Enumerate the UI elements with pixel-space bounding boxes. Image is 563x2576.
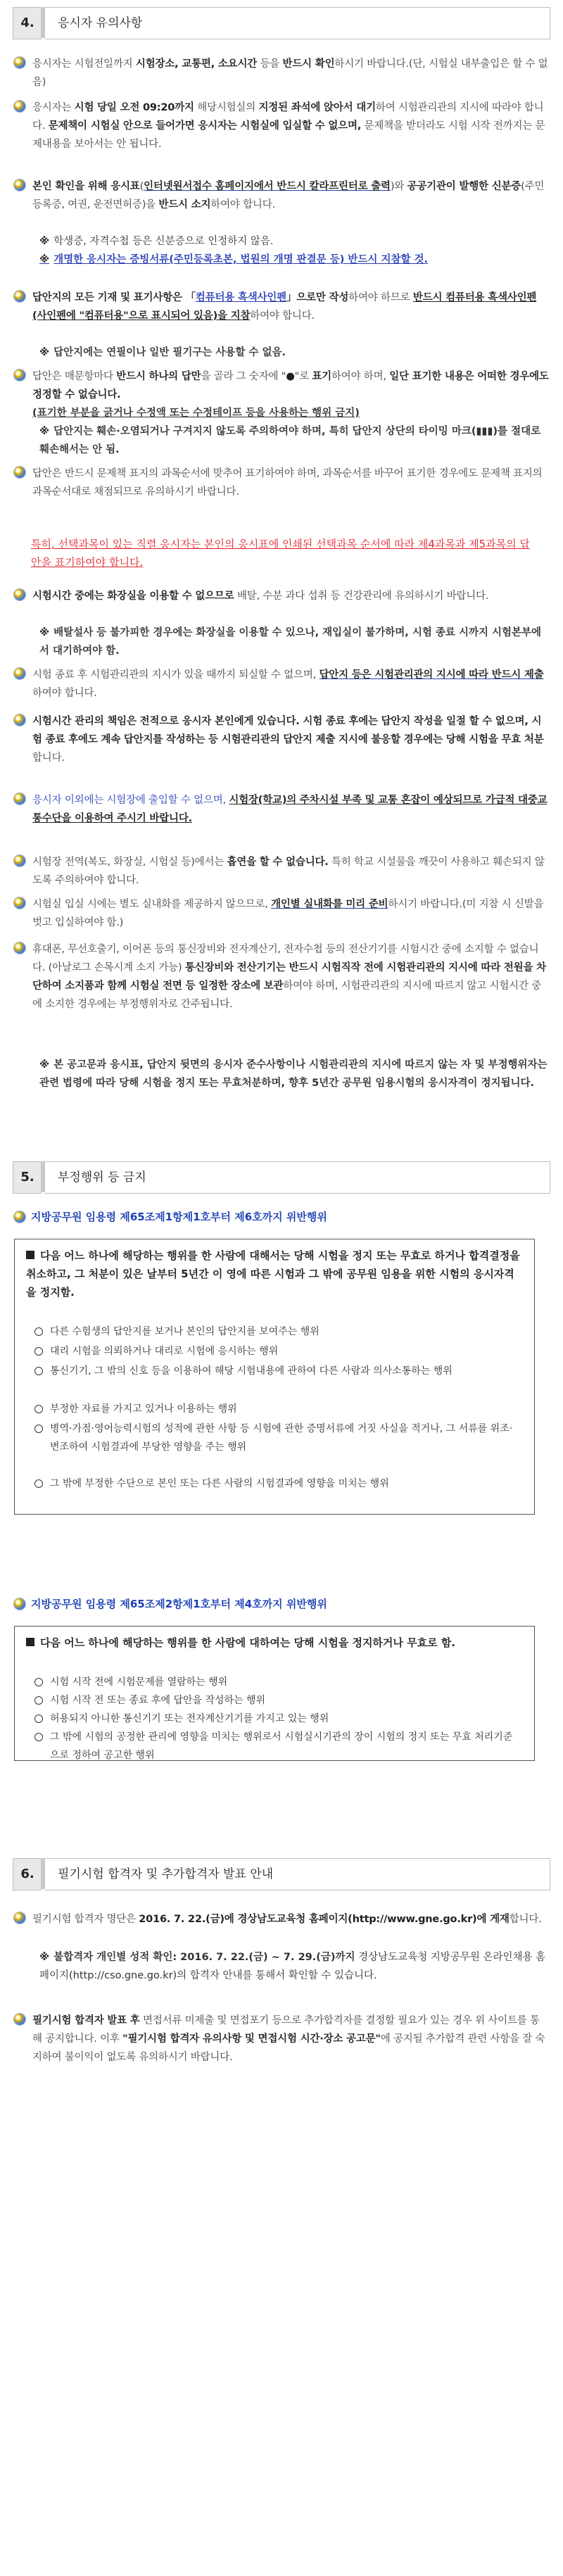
asterisk-icon: ※ (39, 627, 50, 638)
bullet-globe-icon (14, 589, 25, 600)
section-4-number: 4. (13, 7, 42, 39)
circle-bullet-icon (34, 1425, 43, 1433)
bullet-globe-icon (14, 942, 25, 954)
bullet-globe-icon (14, 291, 25, 302)
box-a-item: 통신기기, 그 밖의 신호 등을 이용하여 해당 시험내용에 관하여 다른 사람과 의사소통하는 행위 (50, 1362, 520, 1380)
circle-bullet-icon (34, 1367, 43, 1375)
section-6-header (0, 1858, 563, 1889)
notice-item-6-text: 답안은 반드시 문제책 표지의 과목순서에 맞추어 표기하여야 하며, 과목순서를 바꾸어 표기한 경우에도 문제책 표지의 과목순서대로 채점되므로 유의하시기 바랍니다. (32, 468, 543, 498)
subtitle-text: 지방공무원 임용령 제65조제2항제1호부터 제4호까지 위반행위 (31, 1598, 327, 1610)
circle-bullet-icon (34, 1327, 43, 1336)
bullet-globe-icon (14, 467, 25, 478)
notice-item-8-text: 시험 종료 후 시험관리관의 지시가 있을 때까지 퇴실할 수 없으며, 답안지 등은 시험관리관의 지시에 따라 반드시 제출하여야 합니다. (32, 669, 544, 699)
announce-item-2-text: 필기시험 합격자 발표 후 면접서류 미제출 및 면접포기 등으로 추가합격자를 결정할 필요가 있는 경우 위 사이트를 통해 공지합니다. 이후 "필기시험 합격자 유의사항 및 면접시험 시간·장소 공고문"에 공지될 추가합격 관련 사항을 잘 숙지하여 불이익이 없도록 유의하시기 바랍니다. (32, 2015, 545, 2063)
box-a-item: 대리 시험을 의뢰하거나 대리로 시험에 응시하는 행위 (50, 1342, 520, 1360)
section-4-header (0, 7, 563, 38)
circle-bullet-icon (34, 1405, 43, 1413)
section-4-title: 응시자 유의사항 (45, 7, 550, 39)
box-a-item: 다른 수험생의 답안지를 보거나 본인의 답안지를 보여주는 행위 (50, 1322, 520, 1341)
lead-text: 다음 어느 하나에 해당하는 행위를 한 사람에 대하여는 당해 시험을 정지하거나 무효로 함. (40, 1636, 456, 1649)
notice-item-3-sub-2 (39, 251, 549, 269)
notice-item-11-text: 시험장 전역(복도, 화장실, 시험실 등)에서는 흡연을 할 수 없습니다. 특히 학교 시설물을 깨끗이 사용하고 훼손되지 않도록 주의하여야 합니다. (32, 857, 545, 886)
bullet-globe-icon (14, 57, 25, 68)
bullet-globe-icon (14, 179, 25, 191)
bullet-globe-icon (14, 714, 25, 726)
notice-item-3-sub-1 (39, 232, 549, 251)
circle-bullet-icon (34, 1733, 43, 1741)
section-5-subtitle-a (14, 1209, 549, 1226)
violation-box-a (14, 1239, 535, 1515)
sub-text: 개명한 응시자는 증빙서류(주민등록초본, 법원의 개명 판결문 등) 반드시 지참할 것. (53, 254, 429, 265)
notice-item-5-sub-1: (표기한 부분을 긁거나 수정액 또는 수정테이프 등을 사용하는 행위 금지) (32, 408, 360, 419)
notice-item-4-sub (39, 343, 549, 362)
notice-item-5-sub-2 (39, 422, 549, 459)
sub-text: 본 공고문과 응시표, 답안지 뒷면의 응시자 준수사항이나 시험관리관의 지시에 따르지 않는 자 및 부정행위자는 관련 법령에 따라 당해 시험을 정지 또는 무효처분하며, 향후 5년간 공무원 임용시험의 응시자격이 정지됩니다. (39, 1059, 548, 1089)
notice-item-1-text: 응시자는 시험전일까지 시험장소, 교통편, 소요시간 등을 반드시 확인하시기 바랍니다.(단, 시험실 내부출입은 할 수 없음) (32, 58, 548, 88)
asterisk-icon: ※ (39, 254, 50, 265)
asterisk-icon: ※ (39, 1059, 50, 1071)
section-6-number: 6. (13, 1858, 42, 1890)
box-a-lead (26, 1246, 523, 1301)
notice-item-4-text: 답안지의 모든 기재 및 표기사항은 「컴퓨터용 흑색사인펜」으로만 작성하여야 하므로 반드시 컴퓨터용 흑색사인펜(사인펜에 "컴퓨터용"으로 표시되어 있음)을 지참하여야 합니다. (32, 292, 537, 322)
notice-item-7-text: 시험시간 중에는 화장실을 이용할 수 없으므로 배탈, 수분 과다 섭취 등 건강관리에 유의하시기 바랍니다. (32, 591, 489, 602)
notice-item-10-text: 응시자 이외에는 시험장에 출입할 수 없으며, 시험장(학교)의 주차시설 부족 및 교통 혼잡이 예상되므로 가급적 대중교통수단을 이용하여 주시기 바랍니다. (32, 795, 548, 824)
square-bullet-icon (26, 1638, 34, 1646)
notice-item-3-text: 본인 확인을 위해 응시표(인터넷원서접수 홈페이지에서 반드시 칼라프린터로 출력)와 공공기관이 발행한 신분증(주민등록증, 여권, 운전면허증)을 반드시 소지하여야 합니다. (32, 181, 545, 210)
asterisk-icon: ※ (39, 236, 50, 247)
circle-bullet-icon (34, 1479, 43, 1488)
violation-box-b (14, 1626, 535, 1761)
section-5-header (0, 1161, 563, 1192)
notice-item-13-text: 휴대폰, 무선호출기, 이어폰 등의 통신장비와 전자계산기, 전자수첩 등의 전산기기를 시험시간 중에 소지할 수 없습니다. (아날로그 손목시계 소지 가능) 통신장비와 전산기기는 반드시 시험직작 전에 시험관리관의 지시에 따라 전원을 차단하여 소지품과 함께 시험실 전면 등 일정한 장소에 보관하여야 하며, 시험관리관의 지시에 따르지 않고 시험시간 중에 소지한 경우에는 부정행위자로 간주됩니다. (32, 944, 546, 1010)
bullet-globe-icon (14, 2014, 25, 2025)
bullet-globe-icon (14, 370, 25, 381)
box-b-item: 허용되지 아니한 통신기기 또는 전자계산기기를 가지고 있는 행위 (50, 1710, 520, 1728)
bullet-globe-icon (14, 101, 25, 112)
section-5-number: 5. (13, 1161, 42, 1194)
bullet-globe-icon (14, 897, 25, 909)
bullet-globe-icon (14, 668, 25, 679)
asterisk-icon: ※ (39, 1952, 50, 1963)
lead-text: 다음 어느 하나에 해당하는 행위를 한 사람에 대해서는 당해 시험을 정지 또는 무효로 하거나 합격결정을 취소하고, 그 처분이 있은 날부터 5년간 이 영에 따른 시험과 그 밖에 공무원 임용을 위한 시험의 응시자격을 정지함. (26, 1249, 520, 1299)
notice-item-13-sub (39, 1056, 549, 1092)
notice-item-12-text: 시험실 입실 시에는 별도 실내화를 제공하지 않으므로, 개인별 실내화를 미리 준비하시기 바랍니다.(미 지참 시 신발을 벗고 입실하여야 함.) (32, 899, 544, 928)
section-5-title: 부정행위 등 금지 (45, 1161, 550, 1194)
sub-text: 답안지에는 연필이나 일반 필기구는 사용할 수 없음. (53, 347, 286, 358)
sub-text: 배탈설사 등 불가피한 경우에는 화장실을 이용할 수 있으나, 재입실이 불가하며, 시험 종료 시까지 시험본부에서 대기하여야 함. (39, 627, 542, 657)
circle-bullet-icon (34, 1347, 43, 1356)
asterisk-icon: ※ (39, 347, 50, 358)
bullet-globe-icon (14, 855, 25, 866)
circle-bullet-icon (34, 1715, 43, 1723)
box-b-lead (26, 1634, 523, 1652)
box-b-item: 시험 시작 전 또는 종료 후에 답안을 작성하는 행위 (50, 1691, 520, 1710)
box-a-item: 그 밖에 부정한 수단으로 본인 또는 다른 사람의 시험결과에 영향을 미치는 행위 (50, 1475, 520, 1493)
square-bullet-icon (26, 1251, 34, 1259)
box-b-item: 그 밖에 시험의 공정한 관리에 영향을 미치는 행위로서 시험실시기관의 장이 시험의 정지 또는 무효 처리기준으로 정하여 공고한 행위 (50, 1728, 520, 1764)
announce-item-1-text: 필기시험 합격자 명단은 2016. 7. 22.(금)에 경상남도교육청 홈페이지(http://www.gne.go.kr)에 게재합니다. (32, 1914, 542, 1925)
bullet-globe-icon (14, 1912, 25, 1924)
notice-item-2-text: 응시자는 시험 당일 오전 09:20까지 해당시험실의 지정된 좌석에 앉아서 대기하여 시험관리관의 지시에 따라야 합니다. 문제책이 시험실 안으로 들어가면 응시자는 시험실에 입실할 수 없으며, 문제책을 받더라도 시험 시작 전까지는 문제내용을 보아서는 안 됩니다. (32, 102, 545, 150)
subtitle-text: 지방공무원 임용령 제65조제1항제1호부터 제6호까지 위반행위 (31, 1211, 327, 1223)
sub-text: 불합격자 개인별 성적 확인: 2016. 7. 22.(금) ~ 7. 29.(금)까지 경상남도교육청 지방공무원 온라인채용 홈페이지(http://cso.gne.go.kr)의 합격자 안내를 통해서 확인할 수 있습니다. (39, 1952, 546, 1981)
asterisk-icon: ※ (39, 426, 50, 437)
announce-item-1-sub (39, 1948, 549, 1985)
notice-item-7-sub (39, 624, 549, 660)
box-a-item: 병역·가점·영어능력시험의 성적에 관한 사항 등 시험에 관한 증명서류에 거짓 사실을 적거나, 그 서류를 위조·변조하여 시험결과에 부당한 영향을 주는 행위 (50, 1420, 520, 1456)
notice-item-5-text: 답안은 매문항마다 반드시 하나의 답만을 골라 그 숫자에 "●"로 표기하여야 하며, 일단 표기한 내용은 어떠한 경우에도 정정할 수 없습니다. (32, 371, 549, 400)
sub-text: 답안지는 훼손·오염되거나 구겨지지 않도록 주의하여야 하며, 특히 답안지 상단의 타이밍 마크(▮▮▮)를 절대로 훼손해서는 안 됨. (39, 426, 541, 455)
circle-bullet-icon (34, 1678, 43, 1686)
bullet-globe-icon (14, 793, 25, 804)
box-b-item: 시험 시작 전에 시험문제를 열람하는 행위 (50, 1673, 520, 1691)
bullet-globe-icon (14, 1598, 25, 1610)
bullet-globe-icon (14, 1211, 25, 1223)
box-a-item: 부정한 자료를 가지고 있거나 이용하는 행위 (50, 1400, 520, 1418)
section-5-subtitle-b (14, 1596, 549, 1613)
notice-item-9-text: 시험시간 관리의 책임은 전적으로 응시자 본인에게 있습니다. 시험 종료 후에는 답안지 작성을 일절 할 수 없으며, 시험 종료 후에도 계속 답안지를 작성하는 등 시험관리관의 답안지 제출 지시에 불응할 경우에는 당해 시험을 무효 처분합니다. (32, 716, 544, 764)
red-selective-subject-notice: 특히, 선택과목이 있는 직렬 응시자는 본인의 응시표에 인쇄된 선택과목 순서에 따라 제4과목과 제5과목의 답안을 표기하여야 합니다. (31, 538, 530, 569)
sub-text: 학생증, 자격수첩 등은 신분증으로 인정하지 않음. (53, 236, 274, 247)
circle-bullet-icon (34, 1696, 43, 1705)
section-6-title: 필기시험 합격자 및 추가합격자 발표 안내 (45, 1858, 550, 1890)
